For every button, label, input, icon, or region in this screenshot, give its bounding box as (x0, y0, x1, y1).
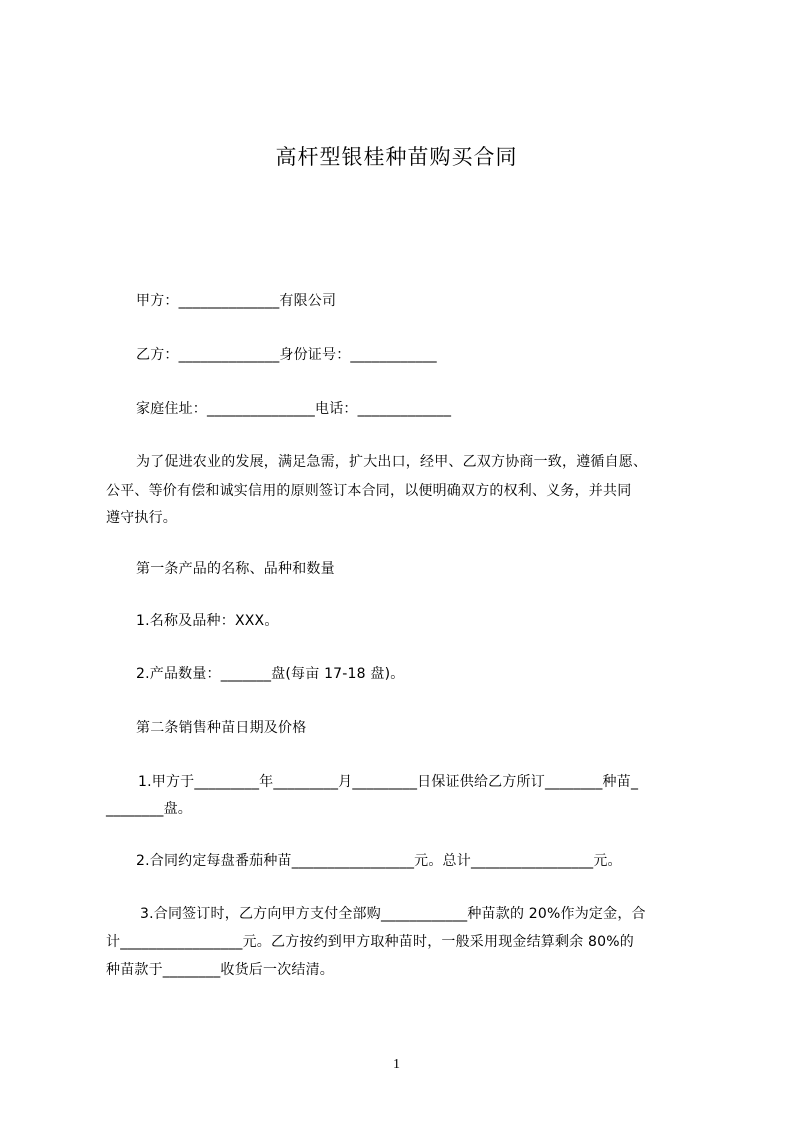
article2-item1-line2: ________盘。 (106, 801, 192, 817)
article2-item2: 2.合同约定每盘番茄种苗_________________元。总计_________________元。 (136, 853, 622, 869)
document-title: 高杆型银桂种苗购买合同 (275, 145, 518, 169)
preamble-line-3: 遵守执行。 (106, 510, 177, 526)
page-number: 1 (393, 1057, 400, 1072)
party-b-line: 乙方：______________身份证号：____________ (136, 347, 437, 363)
article1-item1: 1.名称及品种：XXX。 (136, 613, 279, 629)
article2-item3-line3: 种苗款于________收货后一次结清。 (106, 962, 334, 978)
party-a-line: 甲方：______________有限公司 (136, 293, 337, 309)
article2-heading: 第二条销售种苗日期及价格 (136, 720, 307, 736)
preamble-line-1: 为了促进农业的发展，满足急需，扩大出口，经甲、乙双方协商一致，遵循自愿、 (136, 454, 648, 470)
address-line: 家庭住址：_______________电话：_____________ (136, 401, 452, 417)
article2-item3-line2: 计_________________元。乙方按约到甲方取种苗时，一般采用现金结算剩余 80%的 (106, 934, 634, 950)
article1-heading: 第一条产品的名称、品种和数量 (136, 561, 335, 577)
article1-item2: 2.产品数量：_______盘(每亩 17-18 盘)。 (136, 666, 405, 682)
article2-item1-line1: 1.甲方于_________年_________月_________日保证供给乙方所订________种苗_ (138, 774, 639, 790)
article2-item3-line1: 3.合同签订时，乙方向甲方支付全部购____________种苗款的 20%作为定金，合 (140, 906, 646, 922)
preamble-line-2: 公平、等价有偿和诚实信用的原则签订本合同，以便明确双方的权利、义务，并共同 (106, 483, 632, 499)
